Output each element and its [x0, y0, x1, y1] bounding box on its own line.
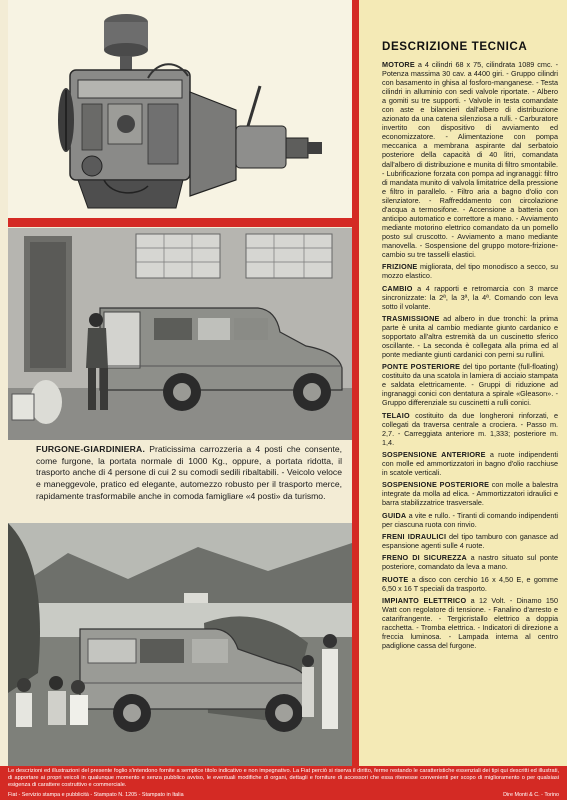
spec-heading: TELAIO: [382, 410, 410, 420]
spec-item: [382, 532, 558, 550]
spec-item: [382, 284, 558, 311]
red-divider-horizontal: [8, 218, 352, 227]
spec-item: [382, 553, 558, 571]
spec-heading: MOTORE: [382, 60, 415, 69]
spec-heading: CAMBIO: [382, 283, 413, 293]
furgone-caption: [36, 444, 342, 503]
spec-heading: TRASMISSIONE: [382, 313, 440, 323]
spec-text: a 12 Volt. - Dinamo 150 Watt con regolatore di tensione. - Fanalino d'arresto e catarifrangente. - Tergicristallo elettrico a doppia racchetta. - Tromba elettrica. - Indicatori di direzione a freccia luminosa. - Lampada interna al centro padiglione cassa del furgone.: [382, 595, 558, 651]
spec-item: [382, 262, 558, 280]
lakeside-picnic-photo: [8, 523, 352, 766]
spec-text: a nastro situato sul ponte posteriore, comandato da leva a mano.: [382, 553, 558, 572]
spec-heading: SOSPENSIONE POSTERIORE: [382, 480, 490, 490]
spec-text: ad albero in due tronchi: la prima parte è unita al cambio mediante giunto cardanico e sopportato all'altra estremità da un cuscinetto sferico oscillante. - La seconda è collegata alla prima ed al ponte mediante giunti cardanici con perni su rullini.: [382, 313, 558, 360]
van-loading-photo: [8, 228, 352, 440]
spec-heading: FRENI IDRAULICI: [382, 531, 447, 541]
spec-text: a 4 cilindri 68 x 75, cilindrata 1089 cmc. - Potenza massima 30 cav. a 4400 giri. - Gruppo cilindri con basamento in ghisa al fosforo-manganese. - Testa cilindri in alluminio con sedi valvole riportate. - Albero a gomiti su tre supporti. - Valvole in testa comandate con aste e bilancieri dall'albero di distribuzione azionato da una catena silenziosa a rulli. - Carburatore invertito con dispositivo di avviamento ed economizzatore. - Alimentazione con pompa meccanica a membrana aspirante dal serbatoio posteriore della capacità di 40 litri, comandata dall'albero di distribuzione e munita di filtro smontabile. - Lubrificazione forzata con pompa ad ingranaggi: filtro di mandata munito di valvola limitatrice della pressione e filtro in parallelo. - Filtro aria a bagno d'olio con silenziatore. - Raffreddamento con circolazione d'acqua a termosifone. - Accensione a batteria con anticipo automatico e correttore a mano. - Avviamento mediante motorino elettrico comandato da un pomello posto sul cruscotto. - Avviamento a mano mediante manovella. - Sospensione del gruppo motore-frizione-cambio su tre tasselli elastici.: [382, 60, 559, 259]
caption-heading: FURGONE-GIARDINIERA.: [36, 444, 146, 454]
spec-heading: GUIDA: [382, 510, 407, 520]
engine-illustration: [8, 0, 352, 218]
spec-text: del tipo portante (full-floating) costituito da una scatola in lamiera di acciaio stampata e saldata elettricamente. - Gruppi di riduzione ad ingranaggi conici con dentatura a spirale «Gleason». - Gruppo differenziale su cuscinetti a rulli conici.: [382, 362, 558, 408]
caption-body: Praticissima carrozzeria a 4 posti che consente, come furgone, la portata normale di 1000 Kg., oppure, a portata ridotta, il trasporto anche di 4 persone di cui 2 su comodi sedili ribaltabili. - Veicolo veloce e maneggevole, pratico ed elegante, automezzo robusto per il trasporto merce, rapidamente trasformabile anche in comoda famigliare «4 posti» da turismo.: [36, 444, 342, 501]
spec-heading: PONTE POSTERIORE: [382, 362, 461, 372]
technical-specifications: [382, 60, 558, 653]
spec-title: DESCRIZIONE TECNICA: [382, 40, 528, 53]
spec-text: migliorata, del tipo monodisco a secco, su mozzo elastico.: [382, 262, 558, 281]
red-divider-vertical: [352, 0, 359, 766]
spec-heading: FRIZIONE: [382, 262, 418, 272]
spec-item: [382, 511, 558, 529]
footer: [0, 766, 567, 800]
spec-text: a 4 rapporti e retromarcia con 3 marce sincronizzate: la 2ª, la 3ª, la 4ª. Comando con leva sotto il volante.: [382, 283, 558, 311]
spec-item: [382, 314, 558, 359]
spec-text: a ruote indipendenti con molle ed ammortizzatori in bagno d'olio racchiuse in scatole verticali.: [382, 450, 558, 478]
spec-item: [382, 596, 558, 650]
spec-item: [382, 480, 558, 507]
spec-text: con molle a balestra integrate da molla ad elica. - Ammortizzatori idraulici e barra stabilizzatrice trasversale.: [382, 480, 559, 508]
spec-item: [382, 362, 558, 407]
spec-text: a vite e rullo. - Tiranti di comando indipendenti per ciascuna ruota con rinvio.: [382, 510, 559, 529]
spec-heading: FRENO DI SICUREZZA: [382, 553, 467, 563]
spec-text: costituito da due longheroni rinforzati, e collegati da traversa centrale a crociera. - Passo m. 2,7. - Carreggiata anteriore m. 1,333; posteriore m. 1,4.: [382, 410, 558, 447]
spec-item: [382, 60, 558, 259]
spec-item: [382, 450, 558, 477]
spec-heading: IMPIANTO ELETTRICO: [382, 595, 467, 605]
footer-disclaimer: Le descrizioni ed illustrazioni del presente foglio s'intendono fornite a semplice titolo indicativo e non impegnativo. La Fiat perciò si riserva il diritto, ferme restando le caratteristiche essenziali dei tipi qui descritti ed illustrati, di apportare ai propri veicoli in qualunque momento e senza pubblico avviso, le eventuali modifiche di organi, dettagli e forniture di accessori che essa ritenesse convenienti per scopo di miglioramento o per qualsiasi esigenza di carattere costruttivo e commerciale.: [8, 768, 559, 788]
spec-text: a disco con cerchio 16 x 4,50 E, e gomme 6,50 x 16 T speciali da trasporto.: [382, 574, 558, 593]
footer-credit: Fiat - Servizio stampa e pubblicità - Stampato N. 1205 - Stampato in Italia: [8, 792, 184, 798]
footer-printer: Dire Monti & C. - Torino: [503, 792, 559, 798]
spec-text: del tipo tamburo con ganasce ad espansione agenti sulle 4 ruote.: [382, 531, 558, 551]
spec-item: [382, 411, 558, 447]
spec-heading: RUOTE: [382, 574, 409, 584]
spec-item: [382, 575, 558, 593]
spec-heading: SOSPENSIONE ANTERIORE: [382, 450, 486, 460]
